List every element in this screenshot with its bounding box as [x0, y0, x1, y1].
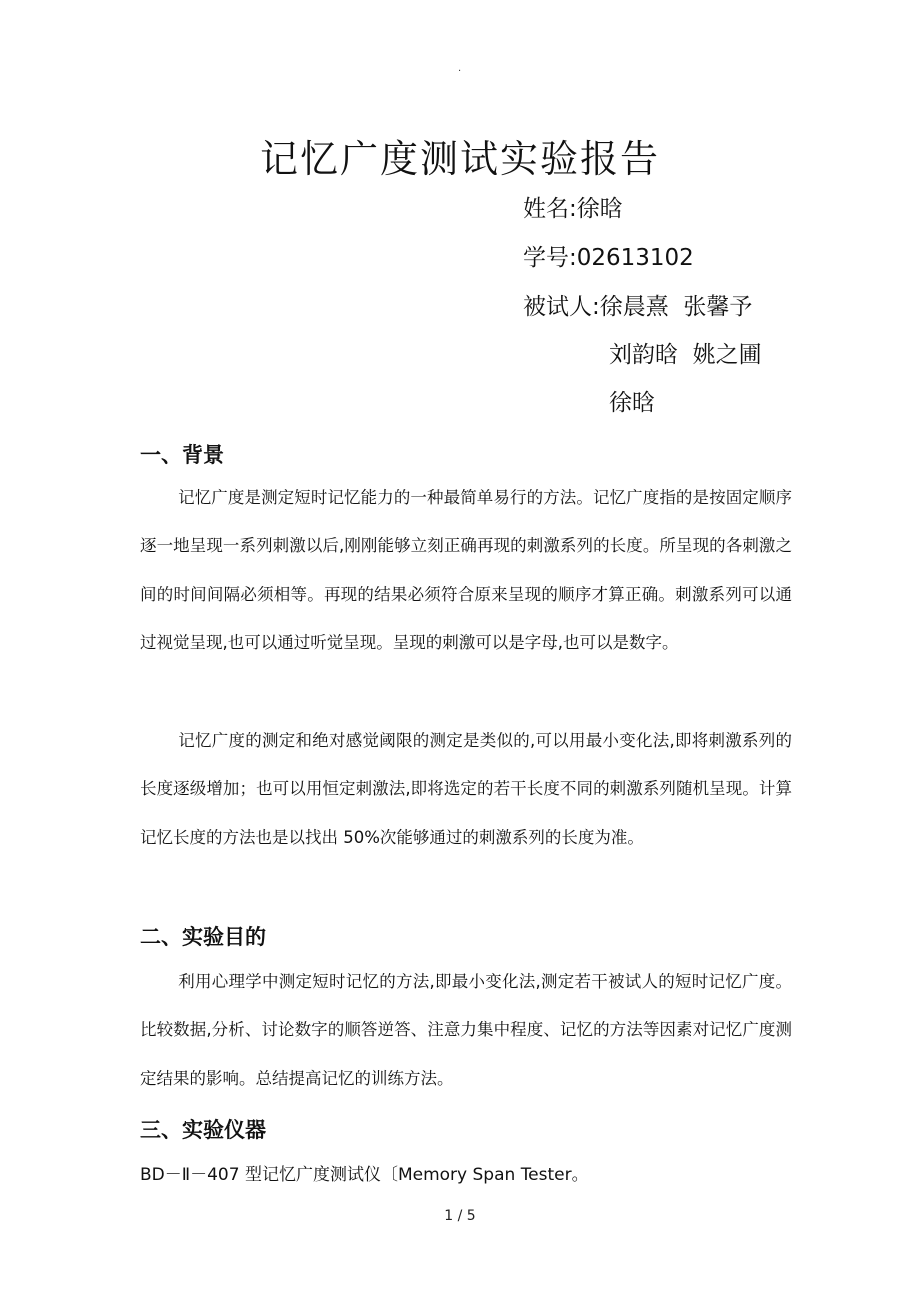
purpose-paragraph-text: 利用心理学中测定短时记忆的方法,即最小变化法,测定若干被试人的短时记忆广度。比较数据,分析、讨论数字的顺答逆答、注意力集中程度、记忆的方法等因素对记忆广度测定结果的影响。总结提高记忆的训练方法。 — [140, 972, 792, 1088]
background-paragraph-1-text: 记忆广度是测定短时记忆能力的一种最简单易行的方法。记忆广度指的是按固定顺序逐一地呈现一系列刺激以后,刚刚能够立刻正确再现的刺激系列的长度。所呈现的各刺激之间的时间间隔必须相等。再现的结果必须符合原来呈现的顺序才算正确。刺激系列可以通过视觉呈现,也可以通过听觉呈现。呈现的刺激可以是字母,也可以是数字。 — [140, 488, 792, 653]
background-paragraph-2 — [140, 717, 792, 862]
instrument-text: BD－Ⅱ－407 型记忆广度测试仪〔Memory Span Tester。 — [140, 1165, 589, 1185]
page-number: 1 / 5 — [444, 1208, 476, 1224]
subjects-line-2: 刘韵晗 姚之圃 — [609, 342, 762, 368]
student-id: 学号:02613102 — [523, 245, 694, 271]
background-paragraph-2-text: 记忆广度的测定和绝对感觉阈限的测定是类似的,可以用最小变化法,即将刺激系列的长度逐级增加；也可以用恒定刺激法,即将选定的若干长度不同的刺激系列随机呈现。计算记忆长度的方法也是以找出 50%次能够通过的刺激系列的长度为准。 — [140, 731, 792, 847]
subjects-line-3: 徐晗 — [609, 390, 655, 416]
background-paragraph-1 — [140, 474, 792, 668]
author-name: 姓名:徐晗 — [523, 196, 623, 222]
section-heading-purpose: 二、实验目的 — [140, 925, 266, 949]
section-heading-background: 一、背景 — [140, 443, 224, 467]
header-mark: · — [458, 66, 462, 77]
section-heading-instruments: 三、实验仪器 — [140, 1118, 266, 1142]
purpose-paragraph — [140, 958, 792, 1103]
subjects-line-1: 被试人:徐晨熹 张馨予 — [523, 294, 753, 320]
page-title: 记忆广度测试实验报告 — [259, 137, 660, 181]
